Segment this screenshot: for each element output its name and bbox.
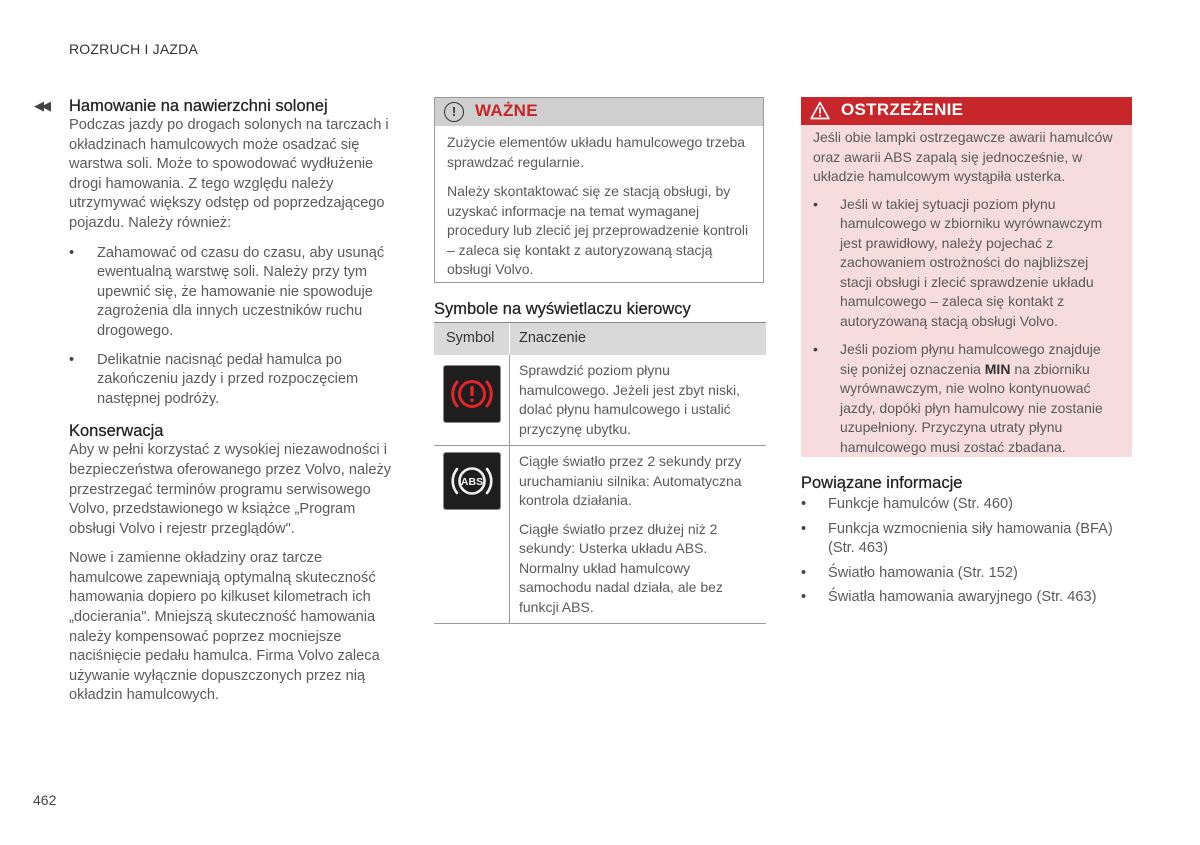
related-link[interactable] — [801, 588, 1132, 608]
column-header-symbol: Symbol — [434, 323, 510, 355]
related-links-list — [801, 495, 1132, 608]
running-header: ROZRUCH I JAZDA — [69, 41, 198, 57]
paragraph-salted-roads: Podczas jazdy po drogach solonych na tarczach i okładzinach hamulcowych może osadzać się warstwa soli. Może to spowodować wydłużenie drogi hamowania. Z tego względu należy utrzymywać większy odstęp od poprzedzającego pojazdu. Należy również: — [69, 117, 389, 231]
column-header-meaning: Znaczenie — [519, 330, 586, 346]
page-number: 462 — [33, 792, 57, 808]
bullet-icon: • — [69, 351, 75, 368]
important-notice-header — [435, 98, 763, 126]
related-link-text[interactable]: Światło hamowania (Str. 152) — [828, 564, 1018, 581]
warning-triangle-icon — [810, 101, 830, 120]
related-link[interactable] — [801, 520, 1132, 559]
warning-bullet-list — [813, 195, 1120, 458]
symbol-meaning-text: Ciągłe światło przez dłużej niż 2 sekundy: Usterka układu ABS. Normalny układ hamulcowy samochodu nadal działa, ale bez funkcji ABS. — [519, 520, 723, 615]
related-link[interactable] — [801, 495, 1132, 515]
symbol-meaning-text: Sprawdzić poziom płynu hamulcowego. Jeżeli jest zbyt niski, dolać płynu hamulcowego i ustalić przyczynę ubytku. — [519, 362, 740, 437]
bullet-icon: • — [801, 589, 807, 606]
bullet-icon: • — [813, 195, 818, 212]
warning-header — [801, 97, 1132, 125]
warning-bullet2-pre: Jeśli poziom płynu hamulcowego znajduje się poniżej oznaczenia — [840, 341, 1101, 377]
list-item — [813, 340, 1120, 457]
related-link-text[interactable]: Funkcje hamulców (Str. 460) — [828, 496, 1013, 512]
bullet-list-salted-roads — [69, 244, 397, 410]
brake-warning-icon — [443, 365, 501, 423]
bullet-icon: • — [801, 496, 807, 512]
list-item-text: Delikatnie nacisnąć pedał hamulca po zakończeniu jazdy i przed rozpoczęciem następnej podróży. — [97, 351, 359, 407]
section-title-salted-roads: Hamowanie na nawierzchni solonej — [69, 97, 328, 115]
related-link[interactable] — [801, 564, 1132, 584]
bullet-icon: • — [801, 520, 807, 537]
bullet-icon: • — [69, 244, 75, 261]
important-paragraph-1: Zużycie elementów układu hamulcowego trzeba sprawdzać regularnie. — [447, 134, 746, 170]
symbols-table — [434, 322, 766, 624]
warning-bullet2-post: na zbiorniku wyrównawczym, nie wolno kontynuować jazdy, dopóki płyn hamulcowy nie zostanie uzupełniony. Przyczyna utraty płynu hamulcowego musi zostać zbadana. — [840, 360, 1103, 455]
list-item-text: Zahamować od czasu do czasu, aby usunąć ewentualną warstwę soli. Należy przy tym upewnić się, że hamowanie nie spowoduje zagrożenia dla innych uczestników ruchu drogowego. — [97, 244, 385, 339]
table-header — [434, 322, 766, 355]
section-title-maintenance: Konserwacja — [69, 422, 164, 441]
paragraph-maintenance-2: Nowe i zamienne okładziny oraz tarcze hamulcowe zapewniają optymalną skuteczność hamowania dopiero po kilkuset kilometrach ich „docierania". Mniejszą skuteczność hamowania należy kompensować poprzez mocniejsze naciśnięcie pedału hamulca. Firma Volvo zaleca używanie wyłącznie dopuszczonych przez nią okładzin hamulcowych. — [69, 550, 380, 704]
related-link-text[interactable]: Funkcja wzmocnienia siły hamowania (BFA) (Str. 463) — [828, 520, 1113, 557]
paragraph-maintenance-1: Aby w pełni korzystać z wysokiej niezawodności i bezpieczeństwa oferowanego przez Volvo, należy przestrzegać terminów programu serwisowego Volvo, przedstawionego w książce „Program obsługi Volvo i rejestr przeglądów". — [69, 442, 392, 537]
symbols-section-title: Symbole na wyświetlaczu kierowcy — [434, 300, 691, 318]
important-paragraph-2: Należy skontaktować się ze stacją obsługi, by uzyskać informacje na temat wymaganej procedury lub zlecić jej przeprowadzenie kontroli – zaleca się kontakt z autoryzowaną stacją obsługi Volvo. — [447, 183, 749, 277]
important-notice-box — [434, 97, 764, 283]
double-left-arrow-icon[interactable]: ◀◀ — [34, 98, 48, 113]
table-row — [434, 355, 766, 446]
list-item — [69, 351, 397, 410]
warning-intro: Jeśli obie lampki ostrzegawcze awarii hamulców oraz awarii ABS zapalą się jednocześnie, w układzie hamulcowym wystąpiła usterka. — [813, 129, 1113, 184]
symbol-meaning-text: Ciągłe światło przez 2 sekundy przy uruchamianiu silnika: Automatyczna kontrola działania. — [519, 453, 742, 508]
warning-title: OSTRZEŻENIE — [841, 100, 964, 119]
column-1 — [69, 96, 397, 716]
related-link-text[interactable]: Światła hamowania awaryjnego (Str. 463) — [828, 589, 1097, 606]
abs-label: ABS — [460, 476, 484, 488]
list-item — [69, 244, 397, 342]
table-row — [434, 446, 766, 624]
min-mark-label: MIN — [984, 360, 1011, 377]
list-item — [813, 195, 1120, 332]
related-info — [801, 473, 1132, 613]
related-info-title: Powiązane informacje — [801, 474, 963, 492]
warning-box — [801, 97, 1132, 457]
list-item-text: Jeśli w takiej sytuacji poziom płynu hamulcowego w zbiorniku wyrównawczym jest prawidłowy, należy pojechać z zachowaniem ostrożności do najbliższej stacji obsługi i zlecić sprawdzenie układu hamulcowego – zaleca się kontakt z autoryzowaną stacją obsługi Volvo. — [840, 195, 1103, 329]
important-notice-title: WAŻNE — [475, 101, 538, 120]
bullet-icon: • — [801, 564, 807, 581]
abs-warning-icon — [443, 452, 501, 510]
bullet-icon: • — [813, 341, 818, 357]
exclamation-circle-icon: ! — [444, 102, 464, 122]
